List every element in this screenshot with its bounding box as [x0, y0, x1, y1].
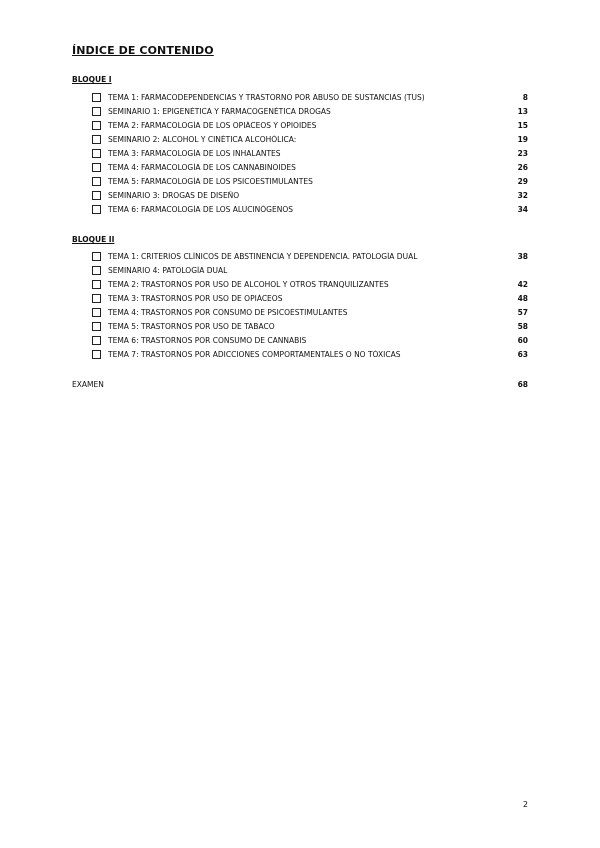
- toc-entry[interactable]: [92, 291, 528, 305]
- toc-entry[interactable]: [92, 249, 528, 263]
- toc-entry[interactable]: [92, 202, 528, 216]
- toc-entry-label: TEMA 6: FARMACOLOGÍA DE LOS ALUCINÓGENOS: [108, 204, 293, 214]
- toc-entry-label: SEMINARIO 3: DROGAS DE DISEÑO: [108, 190, 240, 200]
- checkbox-icon[interactable]: [92, 177, 101, 186]
- toc-entry[interactable]: [92, 90, 528, 104]
- checkbox-icon[interactable]: [92, 107, 101, 116]
- checkbox-icon[interactable]: [92, 350, 101, 359]
- toc-entry[interactable]: [92, 333, 528, 347]
- toc-entry[interactable]: [92, 319, 528, 333]
- toc-entry-label: TEMA 2: TRASTORNOS POR USO DE ALCOHOL Y OTROS TRANQUILIZANTES: [108, 279, 389, 289]
- toc-entry-page: 32: [517, 190, 528, 200]
- toc-entry-label: TEMA 5: FARMACOLOGÍA DE LOS PSICOESTIMULANTES: [108, 176, 313, 186]
- checkbox-icon[interactable]: [92, 149, 101, 158]
- toc-entry-exam[interactable]: [72, 380, 528, 389]
- toc-entry-page: 60: [517, 335, 528, 345]
- toc-entry-page: 8: [522, 92, 528, 102]
- toc-entry-label: TEMA 5: TRASTORNOS POR USO DE TABACO: [108, 321, 275, 331]
- page-number: 2: [522, 800, 528, 809]
- toc-entry-page: 15: [517, 120, 528, 130]
- toc-entry-page: 19: [517, 134, 528, 144]
- toc-entry-page: 38: [517, 251, 528, 261]
- toc-entry-page: 13: [517, 106, 528, 116]
- toc-entry-label: SEMINARIO 4: PATOLOGÍA DUAL: [108, 265, 228, 275]
- toc-list-block-1: [92, 90, 528, 216]
- checkbox-icon[interactable]: [92, 121, 101, 130]
- toc-list-block-2: [92, 249, 528, 361]
- checkbox-icon[interactable]: [92, 294, 101, 303]
- toc-entry-page: 23: [517, 148, 528, 158]
- toc-entry-label: TEMA 2: FARMACOLOGÍA DE LOS OPIÁCEOS Y OPIOIDES: [108, 120, 317, 130]
- toc-entry[interactable]: [92, 146, 528, 160]
- checkbox-icon[interactable]: [92, 322, 101, 331]
- block-heading-2: BLOQUE II: [72, 235, 115, 244]
- toc-entry[interactable]: [92, 263, 528, 277]
- checkbox-icon[interactable]: [92, 280, 101, 289]
- toc-entry[interactable]: [92, 347, 528, 361]
- toc-entry-page: 48: [517, 293, 528, 303]
- toc-entry-page: 63: [517, 349, 528, 359]
- block-heading-1: BLOQUE I: [72, 75, 112, 84]
- checkbox-icon[interactable]: [92, 163, 101, 172]
- page-title: ÍNDICE DE CONTENIDO: [72, 44, 214, 57]
- toc-entry-label: TEMA 7: TRASTORNOS POR ADICCIONES COMPORTAMENTALES O NO TÓXICAS: [108, 349, 401, 359]
- toc-entry[interactable]: [92, 104, 528, 118]
- toc-entry-label: TEMA 1: FARMACODEPENDENCIAS Y TRASTORNO POR ABUSO DE SUSTANCIAS (TUS): [108, 92, 425, 102]
- toc-entry-page: 68: [517, 380, 528, 389]
- checkbox-icon[interactable]: [92, 93, 101, 102]
- toc-entry-label: TEMA 4: FARMACOLOGÍA DE LOS CANNABINOIDES: [108, 162, 296, 172]
- toc-entry-label: SEMINARIO 1: EPIGENÉTICA Y FARMACOGENÉTICA DROGAS: [108, 106, 331, 116]
- toc-entry[interactable]: [92, 188, 528, 202]
- toc-entry-page: 29: [517, 176, 528, 186]
- checkbox-icon[interactable]: [92, 308, 101, 317]
- toc-entry-page: 58: [517, 321, 528, 331]
- toc-entry[interactable]: [92, 174, 528, 188]
- checkbox-icon[interactable]: [92, 191, 101, 200]
- toc-entry-page: 34: [517, 204, 528, 214]
- toc-entry-label: SEMINARIO 2: ALCOHOL Y CINÉTICA ALCOHÓLICA:: [108, 134, 297, 144]
- checkbox-icon[interactable]: [92, 205, 101, 214]
- toc-entry-page: 57: [517, 307, 528, 317]
- checkbox-icon[interactable]: [92, 336, 101, 345]
- toc-entry[interactable]: [92, 132, 528, 146]
- toc-entry[interactable]: [92, 160, 528, 174]
- toc-entry-label: EXAMEN: [72, 380, 104, 389]
- toc-entry-label: TEMA 1: CRITERIOS CLÍNICOS DE ABSTINENCIA Y DEPENDENCIA. PATOLOGÍA DUAL: [108, 251, 418, 261]
- toc-entry-label: TEMA 3: FARMACOLOGÍA DE LOS INHALANTES: [108, 148, 281, 158]
- toc-entry-page: 42: [517, 279, 528, 289]
- checkbox-icon[interactable]: [92, 135, 101, 144]
- toc-entry-page: 26: [517, 162, 528, 172]
- toc-entry[interactable]: [92, 305, 528, 319]
- toc-entry[interactable]: [92, 118, 528, 132]
- toc-entry-label: TEMA 3: TRASTORNOS POR USO DE OPIÁCEOS: [108, 293, 283, 303]
- toc-entry[interactable]: [92, 277, 528, 291]
- toc-entry-label: TEMA 6: TRASTORNOS POR CONSUMO DE CANNABIS: [108, 335, 307, 345]
- toc-entry-label: TEMA 4: TRASTORNOS POR CONSUMO DE PSICOESTIMULANTES: [108, 307, 348, 317]
- checkbox-icon[interactable]: [92, 252, 101, 261]
- checkbox-icon[interactable]: [92, 266, 101, 275]
